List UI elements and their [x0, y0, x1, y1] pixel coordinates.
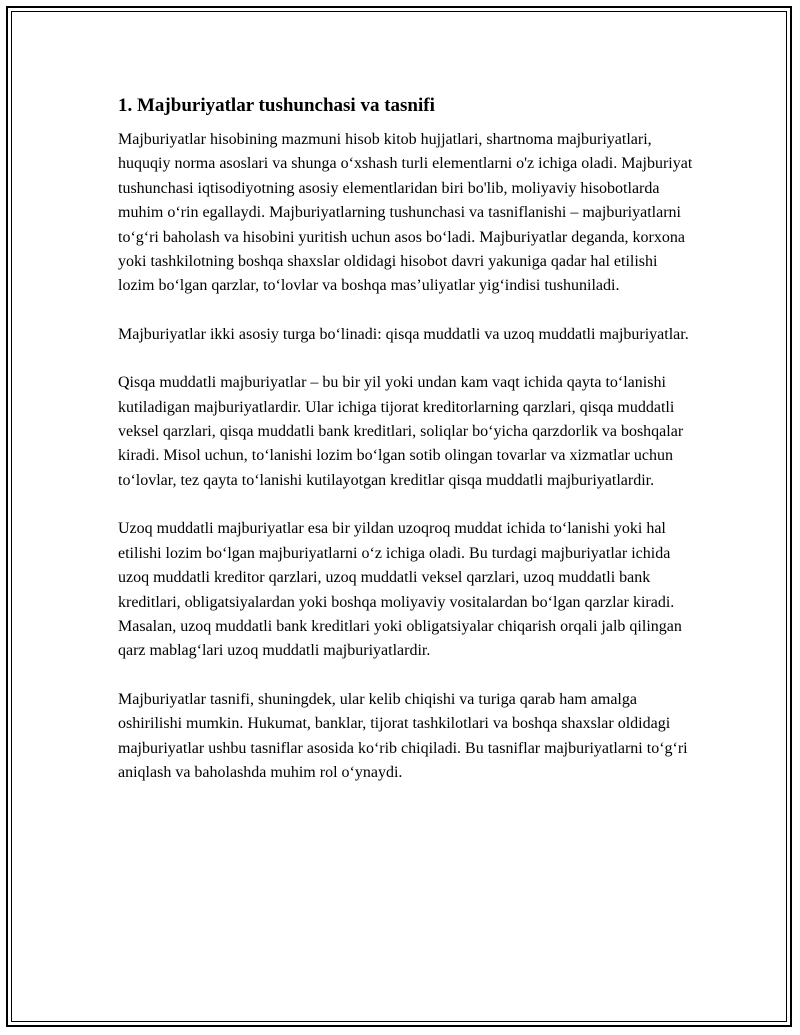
section-heading: 1. Majburiyatlar tushunchasi va tasnifi [118, 95, 435, 116]
paragraph-long-term: Uzoq muddatli majburiyatlar esa bir yildan uzoqroq muddat ichida to‘lanishi yoki hal etilishi lozim bo‘lgan majburiyatlarni o‘z ichiga oladi. Bu turdagi majburiyatlar ichida uzoq muddatli kreditor qarzlari, uzoq muddatli veksel qarzlari, uzoq muddatli bank kreditlari, obligatsiyalardan yoki boshqa moliyaviy vositalardan bo‘lgan qarzlar kiradi. Masalan, uzoq muddatli bank kreditlari yoki obligatsiyalar chiqarish orqali jalb qilingan qarz mablag‘lari uzoq muddatli majburiyatlardir. [118, 520, 682, 660]
paragraph-types: Majburiyatlar ikki asosiy turga bo‘linadi: qisqa muddatli va uzoq muddatli majburiyatlar. [118, 325, 689, 343]
paragraph-classification: Majburiyatlar tasnifi, shuningdek, ular kelib chiqishi va turiga qarab ham amalga oshirilishi mumkin. Hukumat, banklar, tijorat tashkilotlari va boshqa shaxslar oldidagi majburiyatlar ushbu tasniflar asosida ko‘rib chiqiladi. Bu tasniflar majburiyatlarni to‘g‘ri aniqlash va baholashda muhim rol o‘ynaydi. [118, 690, 688, 781]
paragraph-short-term: Qisqa muddatli majburiyatlar – bu bir yil yoki undan kam vaqt ichida qayta to‘lanishi kutiladigan majburiyatlardir. Ular ichiga tijorat kreditorlarning qarzlari, qisqa muddatli veksel qarzlari, qisqa muddatli bank kreditlari, soliqlar bo‘yicha qarzdorlik va boshqalar kiradi. Misol uchun, to‘lanishi lozim bo‘lgan sotib olingan tovarlar va xizmatlar uchun to‘lovlar, tez qayta to‘lanishi kutilayotgan kreditlar qisqa muddatli majburiyatlardir. [118, 374, 684, 489]
paragraph-definition: Majburiyatlar hisobining mazmuni hisob kitob hujjatlari, shartnoma majburiyatlari, huquqiy norma asoslari va shunga o‘xshash turli elementlarni o'z ichiga oladi. Majburiyat tushunchasi iqtisodiyotning asosiy elementlaridan biri bo'lib, moliyaviy hisobotlarda muhim o‘rin egallaydi. Majburiyatlarning tushunchasi va tasniflanishi – majburiyatlarni to‘g‘ri baholash va hisobini yuritish uchun asos bo‘ladi. Majburiyatlar deganda, korxona yoki tashkilotning boshqa shaxslar oldidagi hisobot davri yakuniga qadar hal etilishi lozim bo‘lgan qarzlar, to‘lovlar va boshqa mas’uliyatlar yig‘indisi tushuniladi. [118, 131, 693, 295]
document-body [118, 94, 693, 809]
